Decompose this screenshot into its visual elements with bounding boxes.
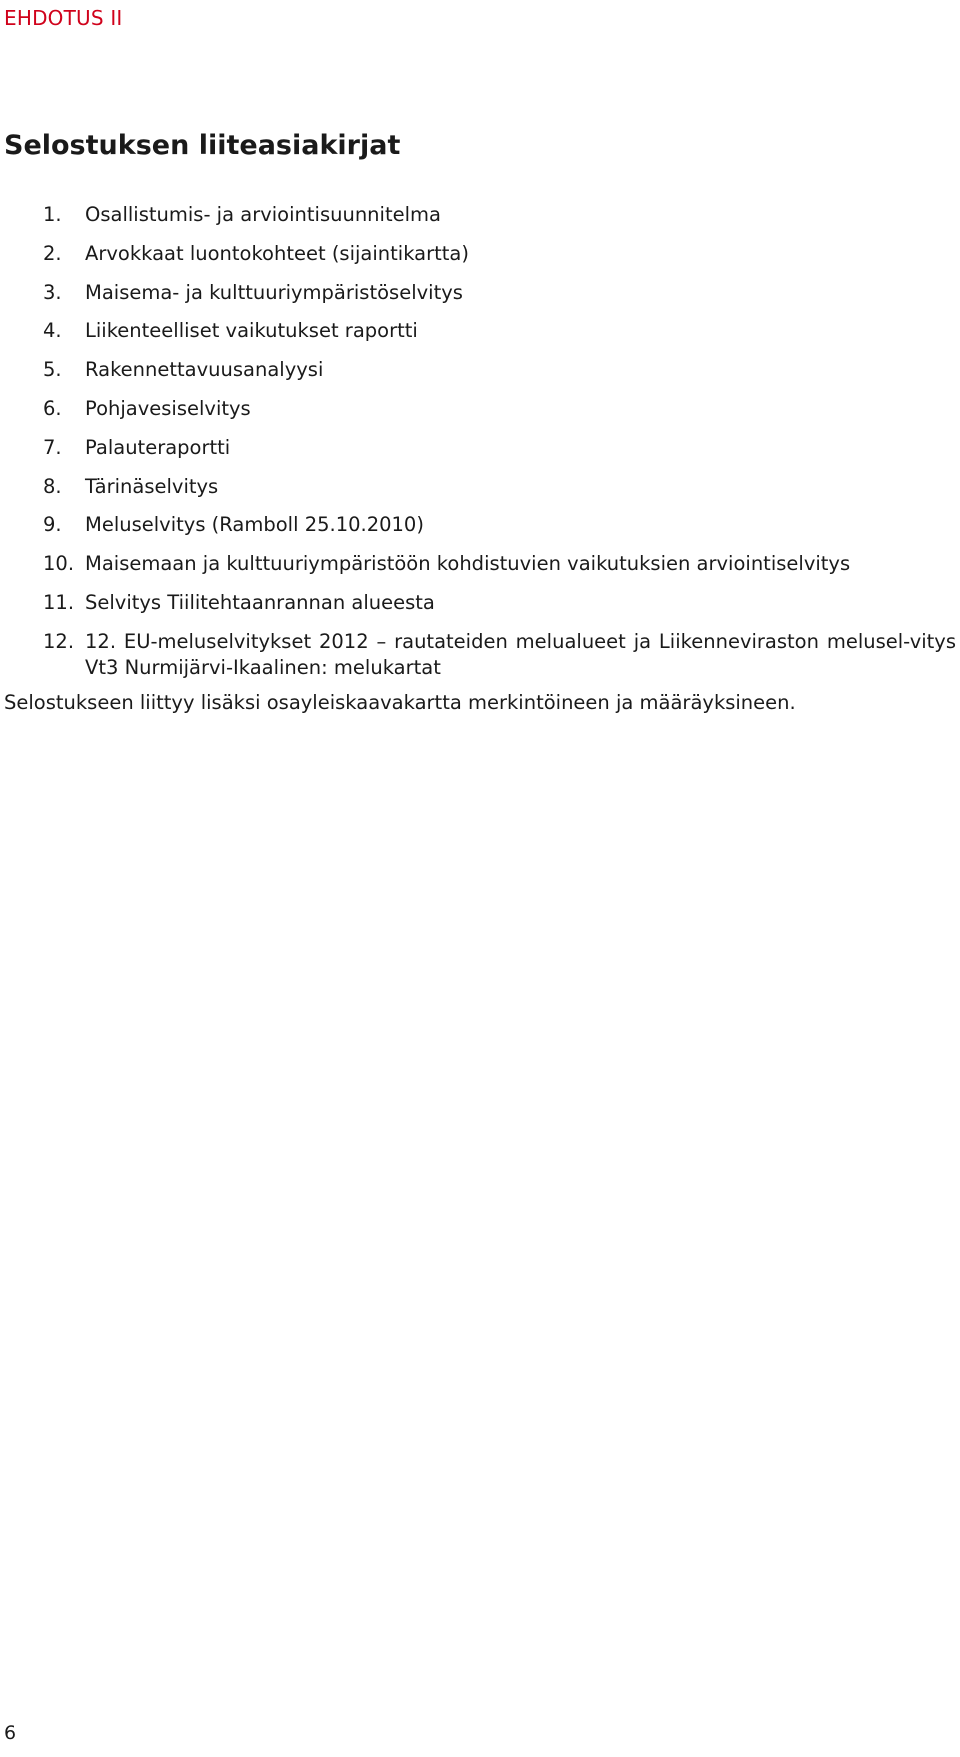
list-item-number: 5. <box>43 358 62 382</box>
list-item-number: 11. <box>43 590 75 614</box>
list-item <box>0 318 956 357</box>
list-item-text: Osallistumis- ja arviointisuunnitelma <box>85 203 441 226</box>
list-item-number: 4. <box>43 319 62 343</box>
list-item-text: Rakennettavuusanalyysi <box>85 358 324 382</box>
list-item <box>0 241 956 280</box>
list-item-number: 9. <box>43 513 62 537</box>
list-item-text: Tärinäselvitys <box>85 474 219 498</box>
list-item-text: Liikenteelliset vaikutukset raportti <box>85 319 418 343</box>
list-item-number: 1. <box>43 203 62 226</box>
list-item-text: Maisema- ja kulttuuriympäristöselvitys <box>85 280 463 304</box>
list-item-text: Pohjavesiselvitys <box>85 396 251 420</box>
list-item <box>0 202 956 241</box>
list-item-text: Meluselvitys (Ramboll 25.10.2010) <box>85 513 424 537</box>
list-item <box>0 474 956 513</box>
list-item-number: 3. <box>43 280 62 304</box>
draft-label: EHDOTUS II <box>4 6 123 30</box>
list-item <box>0 512 956 551</box>
page-title: Selostuksen liiteasiakirjat <box>4 130 401 161</box>
list-item-text: Selvitys Tiilitehtaanrannan alueesta <box>85 590 435 614</box>
list-item <box>0 435 956 474</box>
list-item-number: 6. <box>43 396 62 420</box>
list-item-number: 12. <box>43 629 75 653</box>
list-item-number: 2. <box>43 241 62 265</box>
list-item <box>0 280 956 319</box>
list-item-number: 8. <box>43 474 62 498</box>
list-item <box>0 396 956 435</box>
attachment-list <box>0 202 956 681</box>
list-item <box>0 590 956 629</box>
list-item-text: Arvokkaat luontokohteet (sijaintikartta) <box>85 241 469 265</box>
list-item-text: Palauteraportti <box>85 435 231 459</box>
list-item <box>0 629 956 681</box>
list-item <box>0 551 956 590</box>
list-item-text: Maisemaan ja kulttuuriympäristöön kohdistuvien vaikutuksien arviointiselvitys <box>85 552 851 576</box>
list-item-text: 12. EU-meluselvitykset 2012 – rautateiden melualueet ja Liikenneviraston melusel-vitys Vt3 Nurmijärvi-Ikaalinen: melukartat <box>85 629 956 679</box>
page-number: 6 <box>4 1722 17 1744</box>
list-item-number: 7. <box>43 435 62 459</box>
footnote-text: Selostukseen liittyy lisäksi osayleiskaavakartta merkintöineen ja määräyksineen. <box>4 691 796 714</box>
list-item <box>0 357 956 396</box>
list-item-number: 10. <box>43 552 75 576</box>
